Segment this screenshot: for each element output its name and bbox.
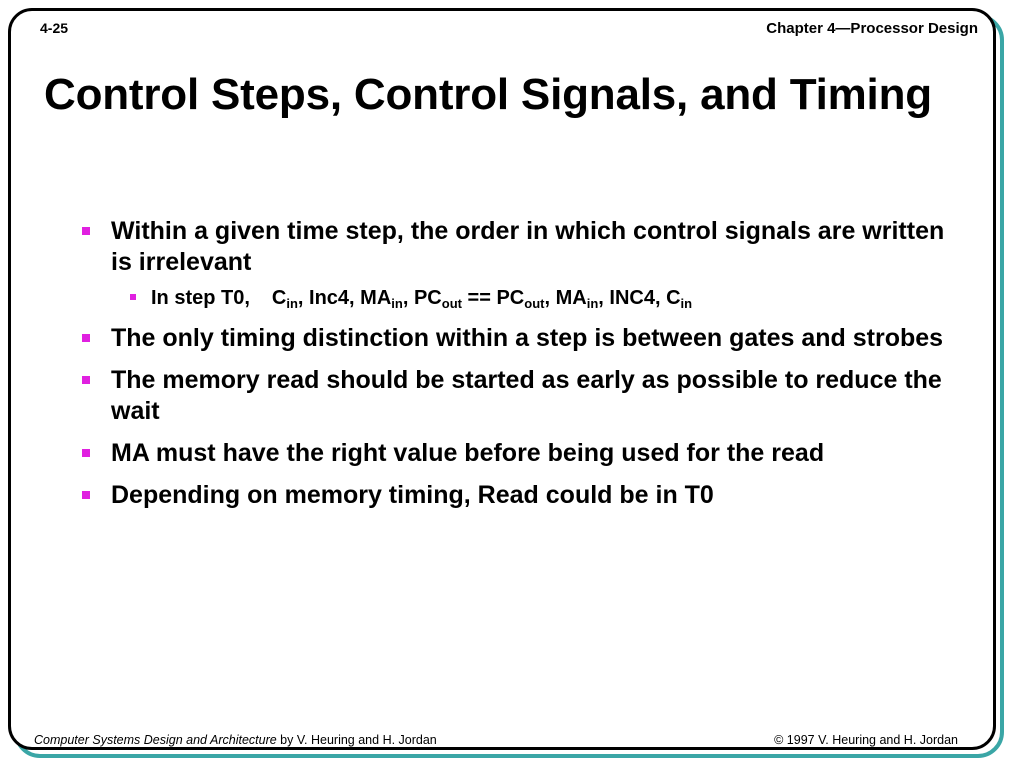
signal-subscript: in bbox=[286, 296, 298, 311]
signal-separator: , bbox=[544, 287, 556, 309]
slide-title: Control Steps, Control Signals, and Timing bbox=[44, 70, 932, 119]
signal-separator: == bbox=[461, 287, 497, 309]
bullet-text: The memory read should be started as early as possible to reduce the wait bbox=[111, 366, 942, 425]
book-authors: by V. Heuring and H. Jordan bbox=[276, 733, 437, 747]
bullet-list bbox=[80, 216, 960, 522]
bullet-item bbox=[80, 438, 960, 469]
signal-base: C bbox=[271, 287, 287, 309]
signal-base: MA bbox=[555, 287, 587, 309]
signal-separator: , Inc4, bbox=[297, 287, 361, 309]
bullet-item bbox=[80, 323, 960, 354]
bullet-square-icon bbox=[82, 376, 90, 384]
footer-copyright: © 1997 V. Heuring and H. Jordan bbox=[774, 733, 958, 747]
bullet-square-icon bbox=[82, 449, 90, 457]
signal-separator: , INC4, bbox=[598, 287, 667, 309]
footer-citation bbox=[34, 733, 437, 747]
bullet-text: Depending on memory timing, Read could be in T0 bbox=[111, 481, 714, 509]
signal-subscript: in bbox=[680, 296, 693, 311]
signal-subscript: out bbox=[524, 296, 545, 311]
bullet-square-icon bbox=[82, 491, 90, 499]
bullet-text: The only timing distinction within a step is between gates and strobes bbox=[111, 324, 944, 352]
bullet-item bbox=[80, 216, 960, 278]
signal-base: C bbox=[666, 287, 681, 309]
sub-bullet-item bbox=[126, 285, 960, 311]
sub-bullet-prefix: In step T0, bbox=[151, 287, 250, 309]
slide-number: 4-25 bbox=[40, 20, 69, 36]
bullet-text: MA must have the right value before being used for the read bbox=[111, 439, 825, 467]
bullet-item bbox=[80, 365, 960, 427]
bullet-text: Within a given time step, the order in which control signals are written is irrelevant bbox=[111, 217, 945, 276]
signal-base: PC bbox=[496, 287, 525, 309]
bullet-item bbox=[80, 480, 960, 511]
sub-bullet-square-icon bbox=[130, 294, 136, 300]
signal-base: PC bbox=[413, 287, 442, 309]
signal-subscript: in bbox=[391, 296, 403, 311]
signal-subscript: out bbox=[441, 296, 462, 311]
book-title: Computer Systems Design and Architecture bbox=[34, 733, 277, 747]
signal-subscript: in bbox=[586, 296, 599, 311]
chapter-label: Chapter 4—Processor Design bbox=[766, 20, 978, 37]
bullet-square-icon bbox=[82, 227, 90, 235]
signal-separator: , bbox=[402, 287, 414, 309]
bullet-square-icon bbox=[82, 334, 90, 342]
signal-base: MA bbox=[360, 287, 392, 309]
